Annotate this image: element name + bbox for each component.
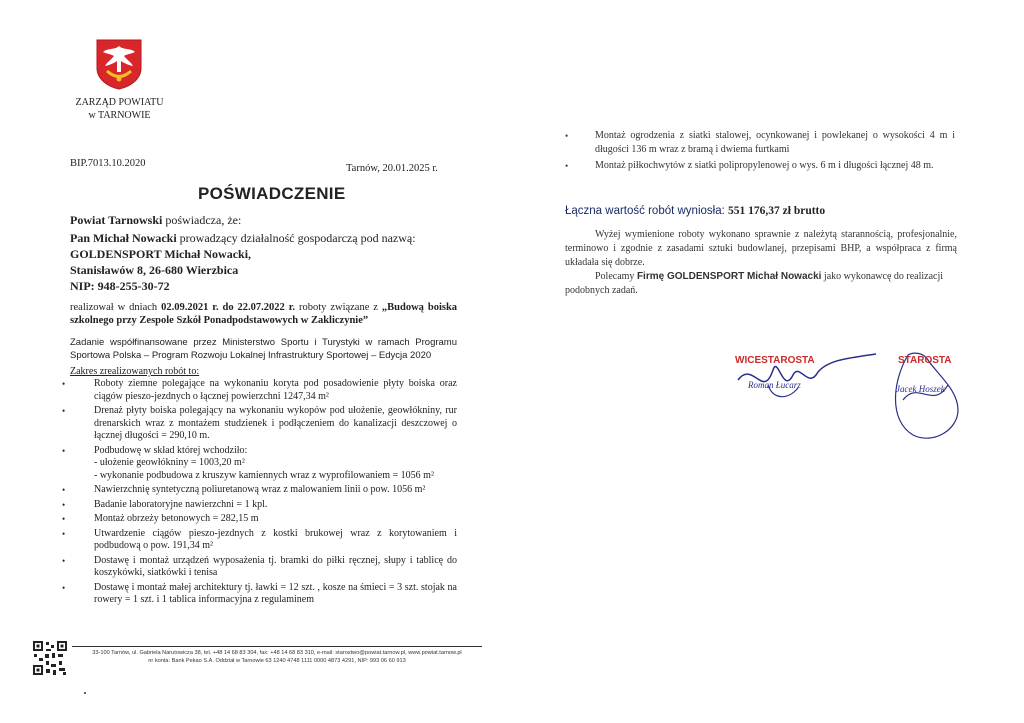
sub-item: - ułożenie geowłókniny = 1003,20 m² [94, 457, 245, 468]
reference-number: BIP.7013.10.2020 [70, 158, 146, 169]
contractor-address: Stanisławów 8, 26-680 Wierzbica [70, 263, 239, 277]
contractor-nip: NIP: 948-255-30-72 [70, 279, 170, 293]
list-item: • Dostawę i montaż małej architektury tj. ławki = 12 szt. , kosze na śmieci = 3 szt. stojak na rowery = 1 szt. i 1 tablica informacyjna z regulaminem [62, 582, 457, 607]
realization-period: 02.09.2021 r. do 22.07.2022 r. [161, 302, 296, 313]
realization-project: „Budową boiska szkolnego przy Zespole Szkół Ponadpodstawowych w Zakliczynie” [70, 302, 458, 326]
list-item: • Dostawę i montaż urządzeń wyposażenia tj. bramki do piłki ręcznej, słupy i tablicę do koszykówki, siatkówki i tenisa [62, 555, 457, 580]
realization-middle: roboty związane z [298, 302, 378, 313]
office-line1: ZARZĄD POWIATU [75, 97, 164, 108]
contractor-person: Pan Michał Nowacki [70, 231, 177, 245]
list-item: • Nawierzchnię syntetyczną poliuretanową wraz z malowaniem linii o pow. 1056 m² [62, 484, 457, 497]
recommendation-paragraph [565, 270, 957, 298]
assessment-paragraph: Wyżej wymienione roboty wykonano sprawnie z należytą starannością, profesjonalnie, terminowo i zgodnie z zasadami sztuki budowlanej, przepisami BHP, a współpraca z firmą układała się dobrze. [565, 229, 957, 268]
contractor-line [70, 230, 470, 246]
scope-list [62, 378, 457, 609]
list-item: • Montaż ogrodzenia z siatki stalowej, ocynkowanej i powlekanej o wysokości 4 m i długości 136 m wraz z bramą i dwiema furtkami [565, 129, 955, 157]
list-item [62, 445, 457, 483]
contractor-company: GOLDENSPORT Michał Nowacki, [70, 247, 252, 261]
certifier-phrase: poświadcza, że: [165, 213, 242, 227]
list-item: • Montaż obrzeży betonowych = 282,15 m [62, 513, 457, 526]
office-name [62, 96, 177, 122]
realization-paragraph [70, 301, 457, 327]
list-item: • Montaż piłkochwytów z siatki polipropylenowej o wys. 6 m i długości łącznej 48 m. [565, 159, 955, 173]
vice-starost-name: Roman Łucarz [748, 380, 801, 390]
list-item: • Badanie laboratoryjne nawierzchni = 1 kpl. [62, 499, 457, 512]
document-title: POŚWIADCZENIE [198, 184, 346, 203]
list-item: • Roboty ziemne polegające na wykonaniu koryta pod posadowienie płyty boiska oraz ciągów pieszo-jezdnych o łącznej powierzchni 1247,34 m² [62, 378, 457, 403]
continued-scope-list [565, 129, 955, 175]
footer-divider [72, 646, 482, 647]
total-amount: 551 176,37 zł brutto [728, 205, 826, 217]
page-dot [84, 692, 86, 694]
total-label: Łączna wartość robót wyniosła: [565, 205, 725, 217]
certifier-name: Powiat Tarnowski [70, 213, 163, 227]
realization-prefix: realizował w dniach [70, 302, 158, 313]
contractor-activity: prowadzący działalność gospodarczą pod nazwą: [179, 231, 416, 245]
sub-item: - wykonanie podbudowa z kruszyw kamiennych wraz z wyprofilowaniem = 1056 m² [94, 469, 434, 481]
footer-bank: nr konta: Bank Pekao S.A. Oddział w Tarnowie 63 1240 4748 1111 0000 4873 4291, NIP: 993 06 60 913 [148, 658, 406, 664]
funding-note: Zadanie współfinansowane przez Ministerstwo Sportu i Turystyki w ramach Programu Sportowa Polska – Program Rozwoju Lokalnej Infrastruktury Sportowej – Edycja 2020 [70, 337, 457, 361]
coat-of-arms-icon [95, 38, 143, 90]
starost-stamp: STAROSTA [898, 355, 952, 366]
qr-code-icon [32, 640, 68, 676]
list-item: • Utwardzenie ciągów pieszo-jezdnych z kostki brukowej wraz z korytowaniem i podbudową o pow. 191,34 m² [62, 528, 457, 553]
scope-title: Zakres zrealizowanych robót to: [70, 366, 200, 377]
vice-starost-stamp: WICESTAROSTA [735, 355, 815, 366]
recommendation-firm: Firmę GOLDENSPORT Michał Nowacki [636, 271, 822, 282]
list-item: • Drenaż płyty boiska polegający na wykonaniu wykopów pod ułożenie, geowłókniny, rur drenarskich wraz z montażem studzienek i podłączeniem do kanalizacji deszczowej o łącznej długości = 290,10 m. [62, 405, 457, 443]
recommendation-suffix: jako wykonawcę do realizacji podobnych zadań. [565, 271, 944, 296]
recommendation-prefix: Polecamy [595, 271, 635, 282]
office-line2: w TARNOWIE [88, 110, 151, 121]
certifier-line [70, 212, 470, 228]
place-date: Tarnów, 20.01.2025 r. [346, 163, 438, 174]
footer-contact: 33-100 Tarnów, ul. Gabriela Narutowicza 38, tel. +48 14 68 83 304, fax: +48 14 68 83 310, e-mail: starostwo@powiat.tarnow.pl, www.powiat.tarnow.pl [92, 650, 462, 656]
total-value [565, 205, 825, 217]
starost-name: Jacek Hoszek [896, 384, 945, 394]
list-item-label: Podbudowę w skład której wchodziło: [94, 444, 248, 456]
